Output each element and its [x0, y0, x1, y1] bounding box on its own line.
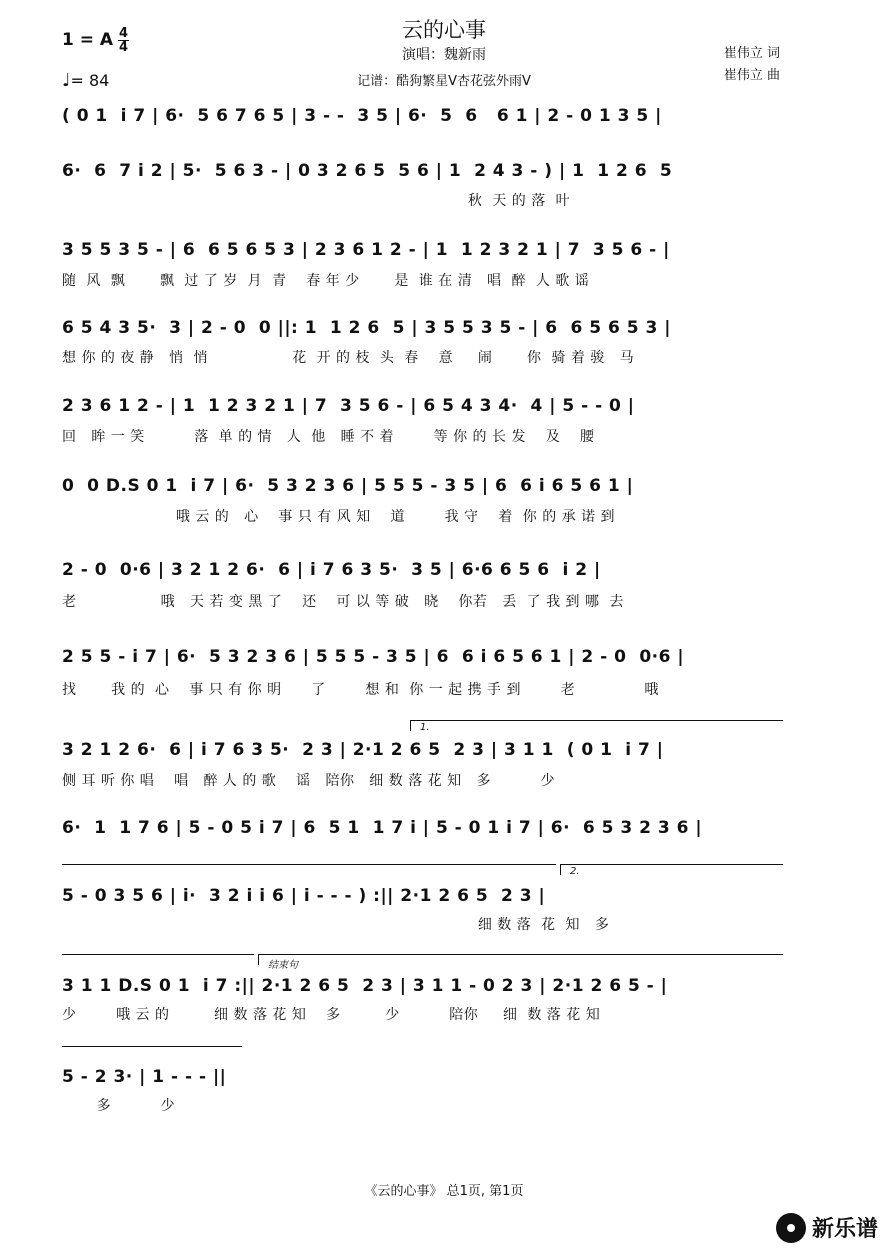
repeat-bracket-line	[62, 864, 556, 875]
song-title: 云的心事	[402, 18, 486, 42]
tempo-marking	[62, 70, 109, 91]
coda-bracket	[258, 954, 783, 965]
logo-text: 新乐谱	[811, 1217, 878, 1242]
site-logo[interactable]	[776, 1212, 878, 1243]
composer-credit: 崔伟立 曲	[723, 68, 780, 83]
key-signature: 1 = A	[62, 30, 114, 50]
second-ending-label: 2.	[570, 866, 580, 877]
system-5-lyrics: 回 眸 一 笑 落 单 的 情 人 他 睡 不 着 等 你 的 长 发 及 腰	[62, 429, 595, 445]
system-4-lyrics: 想 你 的 夜 静 悄 悄 花 开 的 枝 头 春 意 闹 你 骑 着 骏 马	[62, 350, 635, 366]
system-6-notes: 0 0 D.S 0 1 i 7 | 6· 5 3 2 3 6 | 5 5 5 - 3 5 | 6 6 i 6 5 6 1 |	[62, 476, 634, 496]
second-ending-bracket	[560, 864, 783, 875]
time-bottom: 4	[118, 40, 129, 55]
system-10-notes: 6· 1 1 7 6 | 5 - 0 5 i 7 | 6 5 1 1 7 i | 5 - 0 1 i 7 | 6· 6 5 3 2 3 6 |	[62, 818, 703, 838]
first-ending-bracket	[410, 720, 783, 731]
lyricist-credit: 崔伟立 词	[723, 46, 780, 61]
system-12-lyrics: 少 哦 云 的 细 数 落 花 知 多 少 陪你 细 数 落 花 知	[62, 1007, 601, 1023]
system-5-notes: 2 3 6 1 2 - | 1 1 2 3 2 1 | 7 3 5 6 - | 6 5 4 3 4· 4 | 5 - - 0 |	[62, 396, 635, 416]
system-11-notes: 5 - 0 3 5 6 | i· 3 2 i i 6 | i - - - ) :|| 2·1 2 6 5 2 3 |	[62, 886, 546, 906]
final-lead-line	[62, 1046, 242, 1057]
system-6-lyrics: 哦 云 的 心 事 只 有 风 知 道 我 守 着 你 的 承 诺 到	[62, 509, 616, 525]
time-signature	[118, 27, 129, 54]
system-9-notes: 3 2 1 2 6· 6 | i 7 6 3 5· 2 3 | 2·1 2 6 5 2 3 | 3 1 1 ( 0 1 i 7 |	[62, 740, 664, 760]
system-2-notes: 6· 6 7 i 2 | 5· 5 6 3 - | 0 3 2 6 5 5 6 | 1 2 4 3 - ) | 1 1 2 6 5	[62, 161, 673, 181]
system-4-notes: 6 5 4 3 5· 3 | 2 - 0 0 ||: 1 1 2 6 5 | 3 5 5 3 5 - | 6 6 5 6 5 3 |	[62, 318, 671, 338]
system-7-notes: 2 - 0 0·6 | 3 2 1 2 6· 6 | i 7 6 3 5· 3 5 | 6·6 6 5 6 i 2 |	[62, 560, 601, 580]
tempo-value: = 84	[70, 71, 110, 90]
system-3-lyrics: 随 风 飘 飘 过 了 岁 月 青 春 年 少 是 谁 在 清 唱 醉 人 歌 谣	[62, 273, 590, 289]
system-11-lyrics: 细 数 落 花 知 多	[62, 917, 610, 933]
coda-label: 结束句	[268, 960, 298, 971]
system-8-lyrics: 找 我 的 心 事 只 有 你 明 了 想 和 你 一 起 携 手 到 老 哦	[62, 682, 659, 698]
system-13-notes: 5 - 2 3· | 1 - - - ||	[62, 1067, 227, 1087]
system-2-lyrics: 秋 天 的 落 叶	[62, 193, 571, 209]
quarter-note-icon: ♩	[62, 70, 71, 91]
time-top: 4	[118, 26, 129, 41]
scribe-credit: 记谱：酷狗繁星V杏花弦外雨V	[357, 74, 531, 89]
system-1-notes: ( 0 1 i 7 | 6· 5 6 7 6 5 | 3 - - 3 5 | 6· 5 6 6 1 | 2 - 0 1 3 5 |	[62, 106, 662, 126]
first-ending-label: 1.	[420, 722, 430, 733]
system-12-notes: 3 1 1 D.S 0 1 i 7 :|| 2·1 2 6 5 2 3 | 3 1 1 - 0 2 3 | 2·1 2 6 5 - |	[62, 976, 668, 996]
singer-credit: 演唱：魏新雨	[402, 47, 486, 63]
system-7-lyrics: 老 哦 天 若 变 黑 了 还 可 以 等 破 晓 你若 丢 了 我 到 哪 去	[62, 594, 624, 610]
coda-lead-line	[62, 954, 254, 965]
system-8-notes: 2 5 5 - i 7 | 6· 5 3 2 3 6 | 5 5 5 - 3 5 | 6 6 i 6 5 6 1 | 2 - 0 0·6 |	[62, 647, 685, 667]
system-13-lyrics: 多 少	[62, 1098, 176, 1114]
page-footer: 《云的心事》 总1页, 第1页	[364, 1184, 524, 1199]
system-3-notes: 3 5 5 3 5 - | 6 6 5 6 5 3 | 2 3 6 1 2 - | 1 1 2 3 2 1 | 7 3 5 6 - |	[62, 240, 670, 260]
system-9-lyrics: 侧 耳 听 你 唱 唱 醉 人 的 歌 谣 陪你 细 数 落 花 知 多 少	[62, 773, 555, 789]
vinyl-disc-icon	[776, 1213, 806, 1243]
